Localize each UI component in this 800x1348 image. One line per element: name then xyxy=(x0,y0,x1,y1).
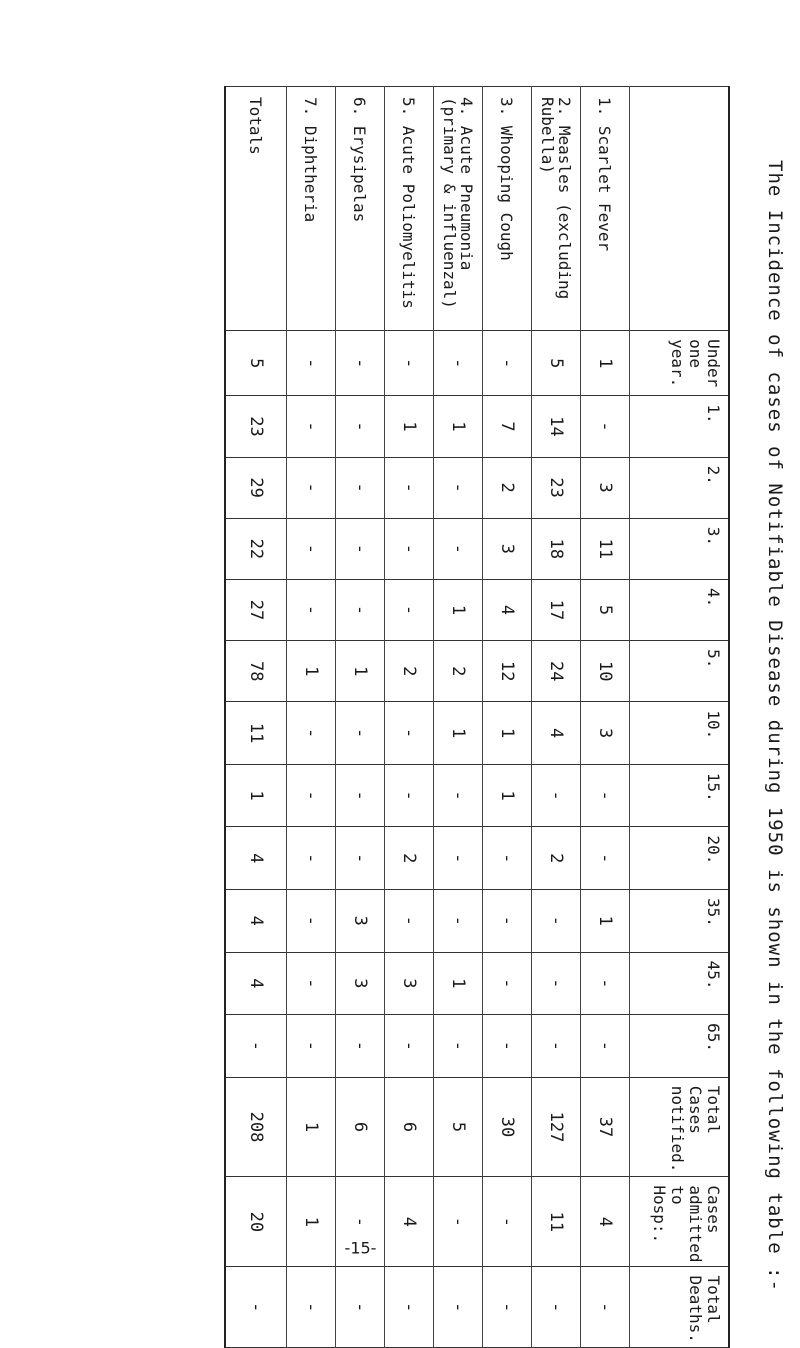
table-cell: - xyxy=(581,1267,630,1348)
column-header: 20. xyxy=(630,827,730,890)
table-cell: - xyxy=(532,952,581,1015)
table-cell: - xyxy=(434,457,483,518)
table-cell: - xyxy=(287,764,336,827)
column-header: 10. xyxy=(630,702,730,765)
disease-label: 2. Measles (excluding Rubella) xyxy=(532,87,581,331)
table-cell: 6 xyxy=(385,1077,434,1177)
table-cell: - xyxy=(581,1015,630,1078)
table-cell: 2 xyxy=(532,827,581,890)
table-cell: 22 xyxy=(225,518,287,579)
column-header: 65. xyxy=(630,1015,730,1078)
table-cell: 1 xyxy=(287,1077,336,1177)
column-header: 2. xyxy=(630,457,730,518)
table-row xyxy=(385,87,434,1348)
table-cell: - xyxy=(287,952,336,1015)
table-cell: 5 xyxy=(225,331,287,396)
table-cell: - xyxy=(385,1267,434,1348)
table-cell: 1 xyxy=(434,396,483,457)
table-cell: - xyxy=(385,1015,434,1078)
table-cell: - xyxy=(385,764,434,827)
table-cell: 2 xyxy=(483,457,532,518)
table-cell: - xyxy=(336,518,385,579)
table-cell: - xyxy=(385,457,434,518)
table-cell: - xyxy=(581,952,630,1015)
table-cell: - xyxy=(287,396,336,457)
table-cell: 37 xyxy=(581,1077,630,1177)
table-cell: 29 xyxy=(225,457,287,518)
table-cell: - xyxy=(434,1177,483,1267)
table-cell: - xyxy=(336,702,385,765)
table-cell: 2 xyxy=(434,641,483,702)
table-cell: - xyxy=(336,827,385,890)
table-cell: - xyxy=(581,827,630,890)
column-header: 15. xyxy=(630,764,730,827)
table-cell: - xyxy=(483,331,532,396)
table-cell: 1 xyxy=(483,764,532,827)
table-cell: - xyxy=(336,331,385,396)
table-cell: 4 xyxy=(225,952,287,1015)
table-cell: - xyxy=(287,518,336,579)
table-cell: 5 xyxy=(532,331,581,396)
table-cell: - xyxy=(434,1267,483,1348)
column-header: 45. xyxy=(630,952,730,1015)
column-header: 4. xyxy=(630,579,730,640)
table-cell: 1 xyxy=(581,331,630,396)
table-cell: 1 xyxy=(287,1177,336,1267)
table-cell: - xyxy=(483,952,532,1015)
table-cell: - xyxy=(336,764,385,827)
table-cell: 11 xyxy=(225,702,287,765)
table-cell: - xyxy=(336,1177,385,1267)
totals-row xyxy=(225,87,287,1348)
table-cell: - xyxy=(287,890,336,953)
table-cell: 5 xyxy=(434,1077,483,1177)
table-cell: - xyxy=(336,1267,385,1348)
column-header: Total Deaths. xyxy=(630,1267,730,1348)
column-header: Under one year. xyxy=(630,331,730,396)
column-header: Total Cases notified. xyxy=(630,1077,730,1177)
table-cell: - xyxy=(483,827,532,890)
table-cell: - xyxy=(336,457,385,518)
table-cell: - xyxy=(434,331,483,396)
column-header: 3. xyxy=(630,518,730,579)
page-title: The Incidence of cases of Notifiable Disease during 1950 is shown in the following table :- xyxy=(764,160,786,1292)
column-header: 5. xyxy=(630,641,730,702)
table-cell: 4 xyxy=(225,827,287,890)
table-cell: 4 xyxy=(532,702,581,765)
table-cell: - xyxy=(287,702,336,765)
table-cell: 3 xyxy=(385,952,434,1015)
table-row xyxy=(483,87,532,1348)
table-cell: 3 xyxy=(581,702,630,765)
table-cell: - xyxy=(385,518,434,579)
table-cell: 1 xyxy=(434,952,483,1015)
table-cell: 24 xyxy=(532,641,581,702)
table-cell: - xyxy=(581,396,630,457)
table-cell: 2 xyxy=(385,827,434,890)
table-cell: 3 xyxy=(483,518,532,579)
table-cell: 4 xyxy=(385,1177,434,1267)
table-row xyxy=(287,87,336,1348)
table-cell: 127 xyxy=(532,1077,581,1177)
table-cell: - xyxy=(434,890,483,953)
table-cell: 208 xyxy=(225,1077,287,1177)
table-cell: 14 xyxy=(532,396,581,457)
disease-label: 4. Acute Pneumonia (primary & influenzal) xyxy=(434,87,483,331)
table-cell: 2 xyxy=(385,641,434,702)
table-cell: 4 xyxy=(225,890,287,953)
table-cell: 1 xyxy=(483,702,532,765)
table-cell: - xyxy=(336,1015,385,1078)
table-cell: 3 xyxy=(336,952,385,1015)
table-cell: 4 xyxy=(581,1177,630,1267)
table-cell: 23 xyxy=(532,457,581,518)
table-cell: - xyxy=(532,1267,581,1348)
table-cell: 20 xyxy=(225,1177,287,1267)
table-row xyxy=(434,87,483,1348)
column-header: 1. xyxy=(630,396,730,457)
table-cell: 78 xyxy=(225,641,287,702)
table-cell: 1 xyxy=(385,396,434,457)
table-row xyxy=(581,87,630,1348)
table-cell: - xyxy=(434,1015,483,1078)
table-cell: 1 xyxy=(581,890,630,953)
notifiable-disease-table xyxy=(224,86,730,1348)
table-cell: - xyxy=(434,518,483,579)
totals-label: Totals xyxy=(225,87,287,331)
table-cell: - xyxy=(336,396,385,457)
table-cell: 3 xyxy=(581,457,630,518)
table-cell: 4 xyxy=(483,579,532,640)
table-cell: - xyxy=(532,1015,581,1078)
table-cell: - xyxy=(287,1015,336,1078)
table-cell: 11 xyxy=(581,518,630,579)
table-cell: - xyxy=(287,457,336,518)
disease-label: 6. Erysipelas xyxy=(336,87,385,331)
table-cell: 12 xyxy=(483,641,532,702)
table-cell: 30 xyxy=(483,1077,532,1177)
table-row xyxy=(532,87,581,1348)
table-cell: - xyxy=(225,1015,287,1078)
column-header: 35. xyxy=(630,890,730,953)
table-cell: - xyxy=(483,1177,532,1267)
table-cell: 18 xyxy=(532,518,581,579)
table-cell: 1 xyxy=(287,641,336,702)
table-cell: - xyxy=(385,331,434,396)
table-cell: 27 xyxy=(225,579,287,640)
table-cell: - xyxy=(483,1015,532,1078)
table-cell: 17 xyxy=(532,579,581,640)
disease-label: 3. Whooping Cough xyxy=(483,87,532,331)
table-cell: - xyxy=(483,890,532,953)
table-cell: - xyxy=(532,764,581,827)
disease-label: 5. Acute Poliomyelitis xyxy=(385,87,434,331)
table-cell: - xyxy=(336,579,385,640)
table-cell: 1 xyxy=(434,702,483,765)
table-cell: - xyxy=(532,890,581,953)
table-cell: - xyxy=(287,331,336,396)
disease-label: 1. Scarlet Fever xyxy=(581,87,630,331)
table-header-row xyxy=(630,87,730,1348)
table-cell: - xyxy=(287,827,336,890)
table-cell: 11 xyxy=(532,1177,581,1267)
table-cell: - xyxy=(385,890,434,953)
table-cell: - xyxy=(434,827,483,890)
table-cell: - xyxy=(287,1267,336,1348)
header-corner xyxy=(630,87,730,331)
table-cell: - xyxy=(385,702,434,765)
table-cell: - xyxy=(225,1267,287,1348)
table-cell: 1 xyxy=(336,641,385,702)
table-cell: 23 xyxy=(225,396,287,457)
table-cell: 1 xyxy=(225,764,287,827)
table-cell: 5 xyxy=(581,579,630,640)
page-number: -15- xyxy=(344,1238,377,1258)
table-cell: 6 xyxy=(336,1077,385,1177)
table-row xyxy=(336,87,385,1348)
table-cell: - xyxy=(581,764,630,827)
table-cell: - xyxy=(385,579,434,640)
table-cell: - xyxy=(287,579,336,640)
table-cell: 10 xyxy=(581,641,630,702)
table-cell: 3 xyxy=(336,890,385,953)
column-header: Cases admitted to Hosp:. xyxy=(630,1177,730,1267)
table-cell: 1 xyxy=(434,579,483,640)
table-cell: - xyxy=(434,764,483,827)
disease-label: 7. Diphtheria xyxy=(287,87,336,331)
table-cell: 7 xyxy=(483,396,532,457)
table-cell: - xyxy=(483,1267,532,1348)
